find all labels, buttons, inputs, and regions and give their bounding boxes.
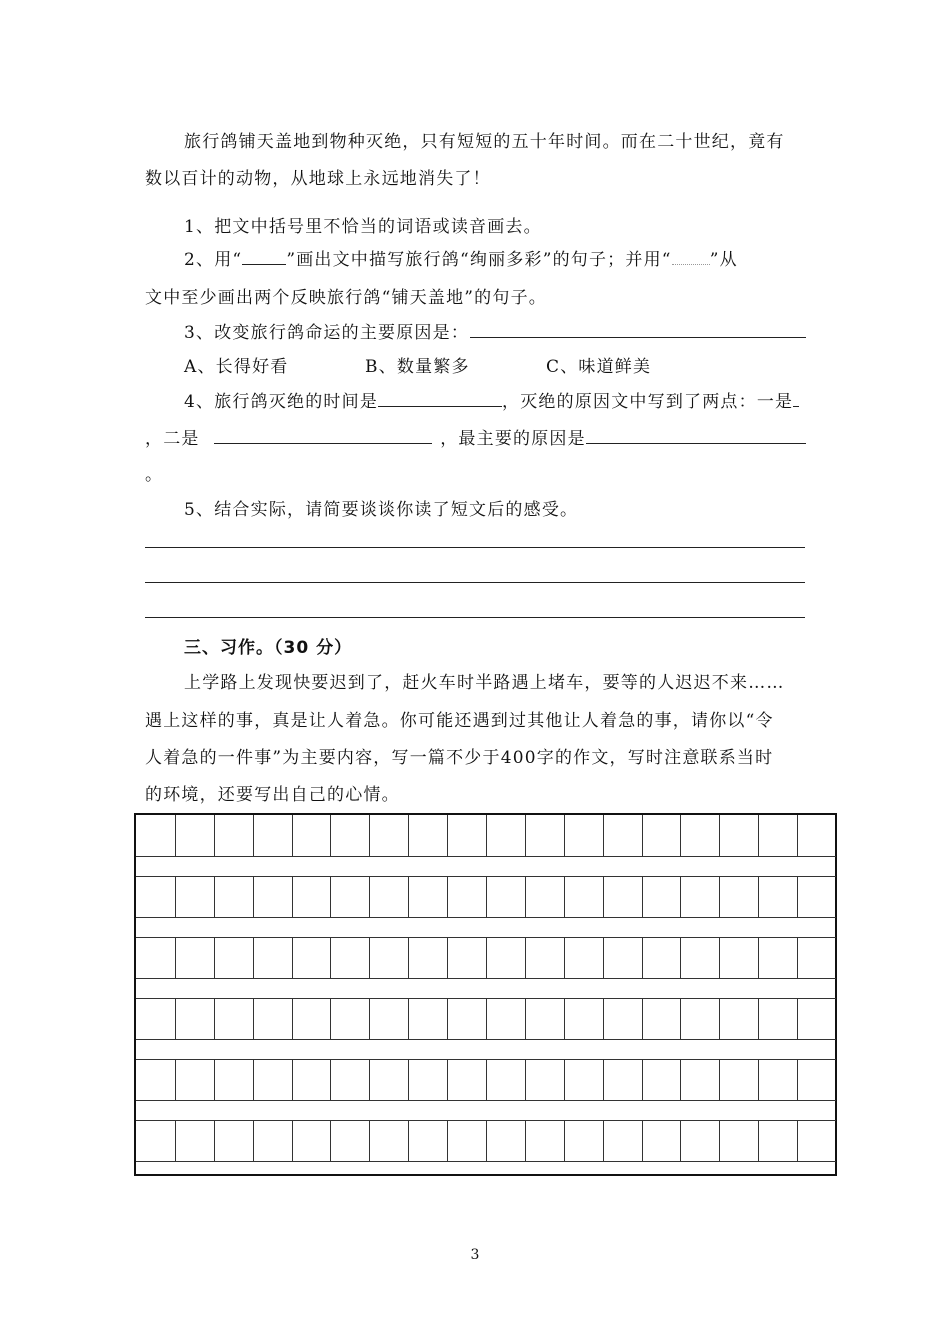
grid-cell-divider [680, 938, 681, 979]
q4-part-b: ，灭绝的原因文中写到了两点：一是 [502, 392, 794, 412]
page-number: 3 [470, 1247, 480, 1263]
grid-cell-divider [525, 938, 526, 979]
grid-cell-divider [214, 1121, 215, 1162]
grid-cell-divider [214, 938, 215, 979]
grid-cell-divider [758, 815, 759, 856]
q4-part-a: 4、旅行鸽灭绝的时间是 [184, 392, 379, 412]
section-3-line-1: 上学路上发现快要迟到了，赶火车时半路遇上堵车，要等的人迟迟不来…… [184, 673, 785, 693]
grid-cell-divider [564, 877, 565, 918]
grid-cell-divider [253, 1121, 254, 1162]
question-1: 1、把文中括号里不恰当的词语或读音画去。 [184, 217, 542, 237]
grid-cell-divider [408, 1060, 409, 1101]
grid-cell-divider [175, 877, 176, 918]
q4-time-blank[interactable] [378, 390, 502, 407]
grid-cell-divider [603, 1121, 604, 1162]
q3-option-b: B、数量繁多 [365, 357, 470, 377]
question-4-line-2 [145, 424, 806, 449]
grid-cell-divider [292, 1121, 293, 1162]
grid-cell-divider [214, 1060, 215, 1101]
grid-cell-divider [719, 1060, 720, 1101]
q2-part-b: ”画出文中描写旅行鸽“绚丽多彩”的句子；并用“ [286, 250, 672, 270]
grid-cell-divider [447, 877, 448, 918]
q4-main-reason-blank[interactable] [586, 427, 806, 444]
straight-underline-sample [242, 248, 286, 265]
grid-cell-divider [292, 1060, 293, 1101]
grid-cell-divider [408, 999, 409, 1040]
grid-cell-divider [680, 877, 681, 918]
grid-cell-divider [408, 815, 409, 856]
grid-cell-divider [292, 815, 293, 856]
grid-cell-divider [486, 815, 487, 856]
grid-cell-divider [642, 1060, 643, 1101]
grid-cell-divider [369, 938, 370, 979]
q3-option-c: C、味道鲜美 [546, 357, 652, 377]
q5-answer-line-1[interactable] [145, 547, 805, 548]
grid-cell-divider [680, 1121, 681, 1162]
q5-answer-line-3[interactable] [145, 617, 805, 618]
grid-cell-divider [603, 877, 604, 918]
grid-cell-divider [642, 877, 643, 918]
grid-cell-divider [408, 877, 409, 918]
grid-cell-divider [525, 815, 526, 856]
grid-cell-divider [253, 877, 254, 918]
grid-cell-divider [564, 1060, 565, 1101]
grid-cell-divider [564, 1121, 565, 1162]
grid-cell-divider [719, 877, 720, 918]
wavy-underline-sample [672, 254, 710, 265]
grid-cell-divider [642, 1121, 643, 1162]
q5-answer-line-2[interactable] [145, 582, 805, 583]
grid-cell-divider [214, 999, 215, 1040]
grid-cell-divider [797, 815, 798, 856]
grid-cell-divider [175, 999, 176, 1040]
grid-cell-divider [253, 938, 254, 979]
grid-cell-divider [642, 815, 643, 856]
grid-cell-divider [408, 1121, 409, 1162]
grid-cell-divider [758, 1121, 759, 1162]
grid-cell-divider [680, 815, 681, 856]
grid-cell-divider [369, 1121, 370, 1162]
grid-cell-divider [253, 1060, 254, 1101]
grid-cell-divider [369, 877, 370, 918]
grid-cell-divider [642, 938, 643, 979]
grid-cell-divider [486, 1121, 487, 1162]
grid-cell-divider [525, 1060, 526, 1101]
section-3-line-4: 的环境，还要写出自己的心情。 [145, 785, 400, 805]
grid-cell-divider [292, 877, 293, 918]
grid-cell-divider [797, 999, 798, 1040]
grid-cell-divider [603, 938, 604, 979]
q4-part-d: ，最主要的原因是 [440, 429, 586, 449]
grid-cell-divider [175, 1060, 176, 1101]
q2-part-c: ”从 [709, 250, 738, 270]
q4-part-c: ，二是 [145, 429, 200, 449]
question-2-line-2: 文中至少画出两个反映旅行鸽“铺天盖地”的句子。 [145, 288, 547, 308]
q3-option-a: A、长得好看 [184, 357, 289, 377]
grid-cell-divider [719, 1121, 720, 1162]
q4-reason1-blank[interactable] [793, 390, 799, 407]
question-4-end: 。 [145, 465, 164, 485]
grid-cell-divider [330, 815, 331, 856]
passage-line-2: 数以百计的动物，从地球上永远地消失了！ [145, 169, 491, 189]
grid-cell-divider [330, 1060, 331, 1101]
grid-cell-divider [175, 815, 176, 856]
question-5: 5、结合实际，请简要谈谈你读了短文后的感受。 [184, 500, 579, 520]
passage-line-1: 旅行鸽铺天盖地到物种灭绝，只有短短的五十年时间。而在二十世纪，竟有 [184, 132, 785, 152]
grid-cell-divider [486, 877, 487, 918]
grid-cell-divider [797, 1060, 798, 1101]
grid-cell-divider [447, 938, 448, 979]
grid-cell-divider [758, 999, 759, 1040]
grid-cell-divider [680, 999, 681, 1040]
grid-cell-divider [214, 877, 215, 918]
q4-reason2-blank[interactable] [214, 427, 432, 444]
grid-cell-divider [253, 815, 254, 856]
writing-grid[interactable] [134, 813, 837, 1176]
grid-cell-divider [564, 999, 565, 1040]
grid-cell-divider [603, 815, 604, 856]
grid-cell-divider [564, 938, 565, 979]
section-3-line-2: 遇上这样的事，真是让人着急。你可能还遇到过其他让人着急的事，请你以“令 [145, 711, 774, 731]
grid-row[interactable] [136, 998, 836, 1040]
grid-cell-divider [603, 999, 604, 1040]
grid-cell-divider [719, 999, 720, 1040]
grid-cell-divider [330, 999, 331, 1040]
grid-row[interactable] [136, 1059, 836, 1101]
grid-cell-divider [175, 1121, 176, 1162]
grid-cell-divider [447, 815, 448, 856]
grid-cell-divider [758, 1060, 759, 1101]
grid-cell-divider [797, 877, 798, 918]
grid-cell-divider [175, 938, 176, 979]
grid-cell-divider [758, 938, 759, 979]
grid-cell-divider [369, 815, 370, 856]
grid-cell-divider [486, 938, 487, 979]
q2-part-a: 2、用“ [184, 250, 243, 270]
grid-cell-divider [292, 999, 293, 1040]
grid-cell-divider [797, 938, 798, 979]
grid-cell-divider [292, 938, 293, 979]
grid-cell-divider [369, 999, 370, 1040]
grid-cell-divider [330, 1121, 331, 1162]
grid-cell-divider [525, 877, 526, 918]
grid-cell-divider [797, 1121, 798, 1162]
grid-cell-divider [214, 815, 215, 856]
grid-row[interactable] [136, 1120, 836, 1162]
grid-cell-divider [680, 1060, 681, 1101]
question-4 [184, 387, 799, 412]
grid-cell-divider [525, 999, 526, 1040]
section-3-line-3: 人着急的一件事”为主要内容，写一篇不少于400字的作文，写时注意联系当时 [145, 748, 774, 768]
grid-cell-divider [447, 1121, 448, 1162]
grid-cell-divider [525, 1121, 526, 1162]
q3-answer-blank[interactable] [470, 337, 806, 338]
grid-cell-divider [253, 999, 254, 1040]
grid-row[interactable] [136, 815, 836, 857]
grid-cell-divider [758, 877, 759, 918]
grid-cell-divider [447, 999, 448, 1040]
grid-cell-divider [603, 1060, 604, 1101]
question-3: 3、改变旅行鸽命运的主要原因是： [184, 323, 470, 343]
grid-row[interactable] [136, 937, 836, 979]
grid-cell-divider [330, 877, 331, 918]
grid-cell-divider [408, 938, 409, 979]
grid-cell-divider [447, 1060, 448, 1101]
grid-cell-divider [719, 815, 720, 856]
grid-cell-divider [369, 1060, 370, 1101]
grid-cell-divider [486, 999, 487, 1040]
grid-cell-divider [486, 1060, 487, 1101]
grid-row[interactable] [136, 876, 836, 918]
grid-cell-divider [564, 815, 565, 856]
grid-cell-divider [719, 938, 720, 979]
grid-cell-divider [330, 938, 331, 979]
section-3-heading: 三、习作。（30 分） [184, 638, 353, 658]
question-2 [184, 245, 738, 270]
grid-cell-divider [642, 999, 643, 1040]
